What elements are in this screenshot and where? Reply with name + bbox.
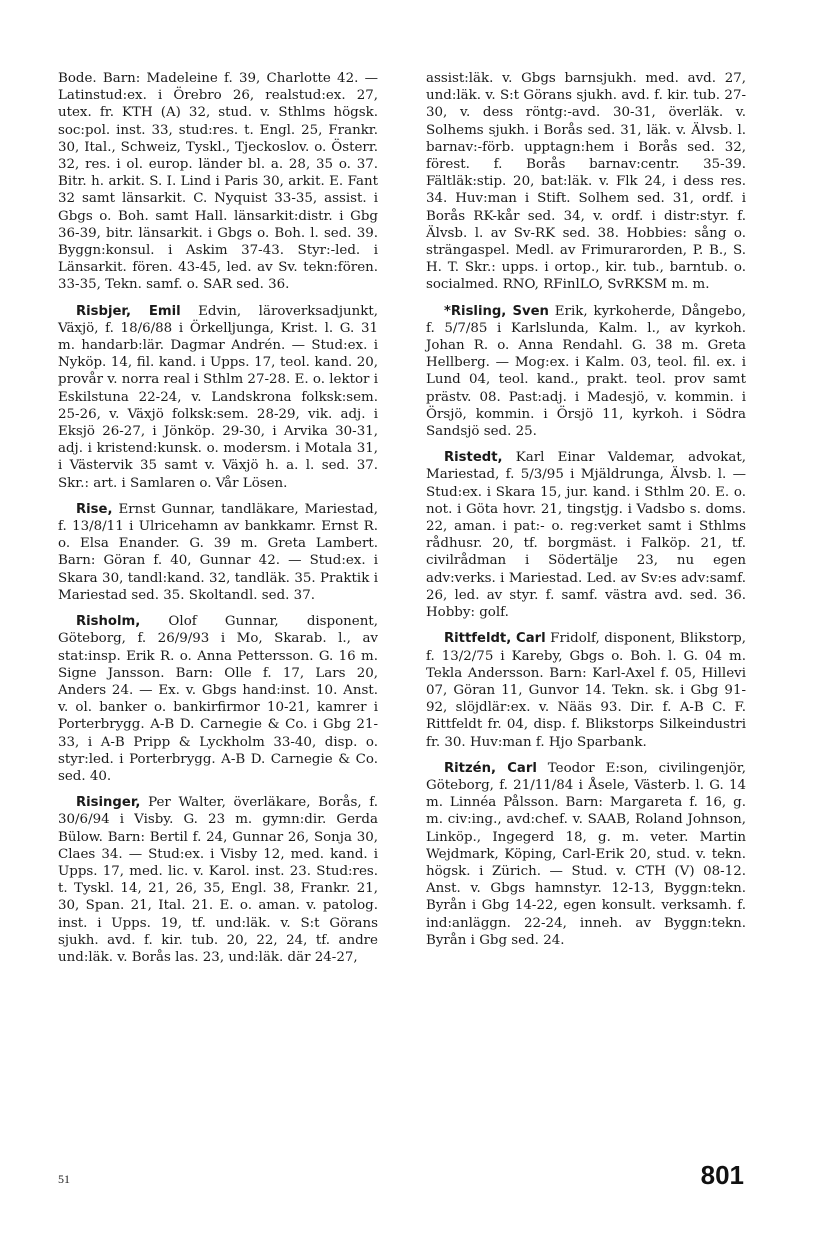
signature-mark: 51 [58, 1172, 70, 1186]
entry-risling [426, 303, 746, 441]
entry-name: Risinger, [76, 795, 141, 811]
entry-name: Risbjer, Emil [76, 303, 181, 319]
entry-name: *Risling, Sven [444, 303, 549, 319]
entry-text: Teodor E:son, civilingenjör, Göteborg, f. 21/11/84 i Åsele, Västerb. l. G. 14 m. Linnéa Pålsson. Barn: Margareta f. 16, g. m. civ:ing., avd:chef. v. SAAB, Roland Johnson, Linköp., Ingegerd 18, g. m. veter. Martin Wejdmark, Köping, Carl-Erik 20, stud. v. tekn. högsk. i Zürich. — Stud. v. CTH (V) 08-12. Anst. v. Gbgs hamnstyr. 12-13, Byggn:tekn. Byrån i Gbg 14-22, egen konsult. verksamh. f. ind:anläggn. 22-24, inneh. av Byggn:tekn. Byrån i Gbg sed. 24. [426, 760, 746, 948]
right-column [426, 70, 746, 958]
entry-risinger-continued [426, 70, 746, 294]
page-number: 801 [700, 1160, 744, 1190]
entry-bode-continued [58, 70, 378, 294]
entry-name: Ritzén, Carl [444, 760, 537, 776]
entry-text: assist:läk. v. Gbgs barnsjukh. med. avd. 27, und:läk. v. S:t Görans sjukh. avd. f. kir. tub. 27-30, v. dess röntg:-avd. 30-31, överläk. v. Solhems sjukh. i Borås sed. 31, läk. v. Älvsb. l. barnav:-förb. upptagn:hem i Borås sed. 32, förest. f. Borås barnav:centr. 35-39. Fältläk:stip. 20, bat:läk. v. Flk 24, i dess res. 34. Huv:man i Stift. Solhem sed. 31, ordf. i Borås RK-kår sed. 34, v. ordf. i distr:styr. f. Älvsb. l. av Sv-RK sed. 38. Hobbies: sång o. strängaspel. Medl. av Frimurarorden, P. B., S. H. T. Skr.: upps. i ortop., kir. tub., barntub. o. socialmed. RNO, RFinlLO, SvRKSM m. m. [426, 71, 746, 293]
entry-risholm [58, 613, 378, 785]
entry-text: Olof Gunnar, disponent, Göteborg, f. 26/9/93 i Mo, Skarab. l., av stat:insp. Erik R. o. Anna Pettersson. G. 16 m. Signe Jansson. Barn: Olle f. 17, Lars 20, Anders 24. — Ex. v. Gbgs hand:inst. 10. Anst. v. ol. banker o. bankirfirmor 10-21, kamrer i Porterbrygg. A-B D. Carnegie & Co. i Gbg 21-33, i A-B Pripp & Lyckholm 33-40, disp. o. styr:led. i Porterbrygg. A-B D. Carnegie & Co. sed. 40. [58, 614, 378, 784]
entry-rise [58, 501, 378, 604]
entry-rittfeldt [426, 630, 746, 750]
entry-ristedt [426, 449, 746, 621]
entry-risbjer [58, 303, 378, 492]
entry-text: Ernst Gunnar, tandläkare, Mariestad, f. 13/8/11 i Ulricehamn av bankkamr. Ernst R. o. Elsa Enander. G. 39 m. Greta Lambert. Barn: Göran f. 40, Gunnar 42. — Stud:ex. i Skara 30, tandl:kand. 32, tandläk. 35. Praktik i Mariestad sed. 35. Skoltandl. sed. 37. [58, 501, 378, 603]
entry-text: Erik, kyrkoherde, Dångebo, f. 5/7/85 i Karlslunda, Kalm. l., av kyrkoh. Johan R. o. Anna Rendahl. G. 38 m. Greta Hellberg. — Mog:ex. i Kalm. 03, teol. fil. ex. i Lund 04, teol. kand., prakt. teol. prov samt prästv. 08. Past:adj. i Madesjö, v. kommin. i Örsjö, kommin. i Örsjö 11, kyrkoh. i Södra Sandsjö sed. 25. [426, 303, 746, 440]
entry-text: Fridolf, disponent, Blikstorp, f. 13/2/75 i Kareby, Gbgs o. Boh. l. G. 04 m. Tekla Andersson. Barn: Karl-Axel f. 05, Hillevi 07, Göran 11, Gunvor 14. Tekn. sk. i Gbg 91-92, slöjdlär:ex. v. Nääs 93. Dir. f. A-B C. F. Rittfeldt fr. 04, disp. f. Blikstorps Silkeindustri fr. 30. Huv:man f. Hjo Sparbank. [426, 631, 746, 750]
entry-text: Karl Einar Valdemar, advokat, Mariestad, f. 5/3/95 i Mjäldrunga, Älvsb. l. — Stud:ex. i Skara 15, jur. kand. i Sthlm 20. E. o. not. i Göta hovr. 21, tingstjg. i Vadsbo s. doms. 22, aman. i pat:- o. reg:verket samt i Sthlms rådhusr. 20, tf. borgmäst. i Falköp. 21, tf. civilrådman i Södertälje 23, nu egen adv:verks. i Mariestad. Led. av Sv:es adv:samf. 26, led. av styr. f. samf. västra avd. sed. 36. Hobby: golf. [426, 450, 746, 621]
entry-name: Ristedt, [444, 450, 503, 466]
entry-name: Risholm, [76, 614, 141, 630]
entry-name: Rise, [76, 501, 113, 517]
entry-risinger [58, 794, 378, 966]
entry-ritzen [426, 760, 746, 949]
entry-name: Rittfeldt, Carl [444, 631, 546, 647]
entry-text: Edvin, läroverksadjunkt, Växjö, f. 18/6/88 i Örkelljunga, Krist. l. G. 31 m. handarb:lär. Dagmar Andrén. — Stud:ex. i Nyköp. 14, fil. kand. i Upps. 17, teol. kand. 20, provår v. norra real i Sthlm 27-28. E. o. lektor i Eskilstuna 22-24, v. Landskrona folksk:sem. 25-26, v. Växjö folksk:sem. 28-29, vik. adj. i Eksjö 26-27, i Jönköp. 29-30, i Arvika 30-31, adj. i kristend:kunsk. o. modersm. i Motala 31, i Västervik 35 samt v. Växjö h. a. l. sed. 37. Skr.: art. i Samlaren o. Vår Lösen. [58, 303, 378, 491]
entry-text: Per Walter, överläkare, Borås, f. 30/6/94 i Visby. G. 23 m. gymn:dir. Gerda Bülow. Barn: Bertil f. 24, Gunnar 26, Sonja 30, Claes 34. — Stud:ex. i Visby 12, med. kand. i Upps. 17, med. lic. v. Karol. inst. 23. Stud:res. t. Tyskl. 14, 21, 26, 35, Engl. 38, Frankr. 21, 30, Span. 21, Ital. 21. E. o. aman. v. patolog. inst. i Upps. 19, tf. und:läk. v. S:t Görans sjukh. avd. f. kir. tub. 20, 22, 24, tf. andre und:läk. v. Borås las. 23, und:läk. där 24-27, [58, 795, 378, 965]
left-column [58, 70, 378, 975]
entry-text: Bode. Barn: Madeleine f. 39, Charlotte 42. — Latinstud:ex. i Örebro 26, realstud:ex. 27, utex. fr. KTH (A) 32, stud. v. Sthlms högsk. soc:pol. inst. 33, stud:res. t. Engl. 25, Frankr. 30, Ital., Schweiz, Tyskl., Tjeckoslov. o. Österr. 32, res. i ol. europ. länder bl. a. 28, 35 o. 37. Bitr. h. arkit. S. I. Lind i Paris 30, arkit. E. Fant 32 samt länsarkit. C. Nyquist 33-35, assist. i Gbgs o. Boh. samt Hall. länsarkit:distr. i Gbg 36-39, bitr. länsarkit. i Gbgs o. Boh. l. sed. 39. Byggn:konsul. i Askim 37-43. Styr:-led. i Länsarkit. fören. 43-45, led. av Sv. tekn:fören. 33-35, Tekn. samf. o. SAR sed. 36. [58, 71, 378, 293]
